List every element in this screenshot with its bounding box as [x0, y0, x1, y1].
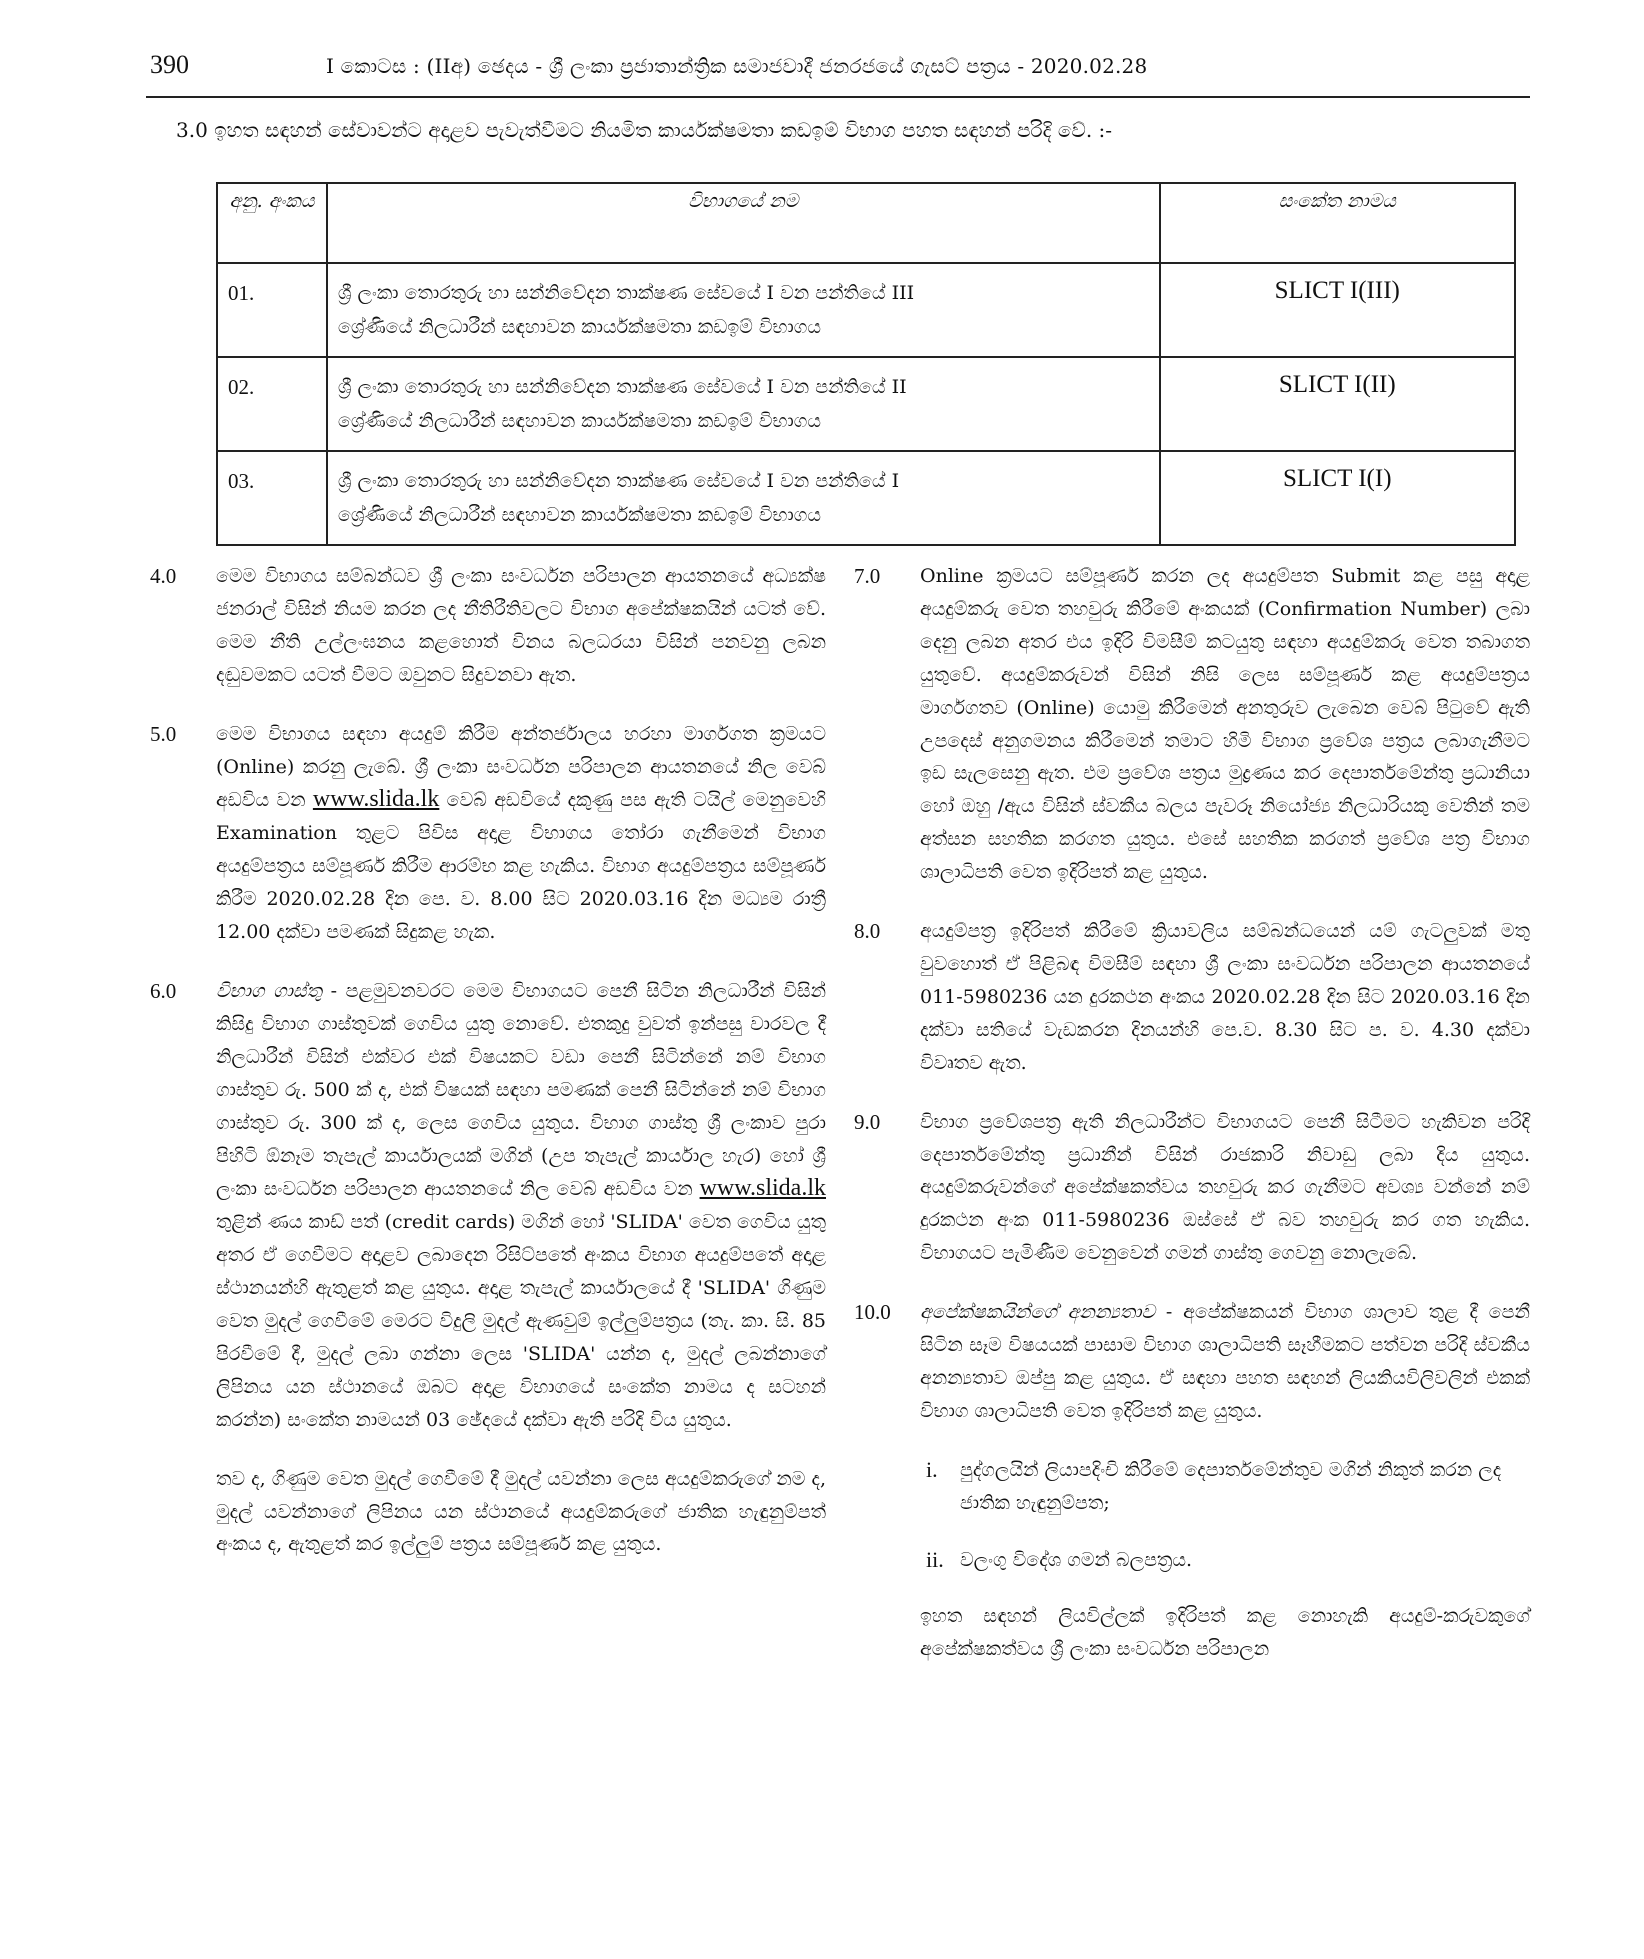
slida-website-link[interactable]: www.slida.lk: [312, 786, 440, 813]
header-exam-name: විභාගයේ නම: [327, 183, 1160, 263]
exam-name-line: ශ්‍රී ලංකා තොරතුරු හා සන්නිවේදන තාක්ෂණ සේවයේ I වන පන්තියේ I: [337, 470, 900, 492]
table-row: [217, 451, 1515, 545]
section-3-intro: 3.0 ඉහත සඳහන් සේවාවන්ට අදාළව පැවැත්වීමට නියමිත කාර්යක්ෂමතා කඩඉම් විභාග පහත සඳහන් පරිදි වේ. :-: [176, 118, 1113, 142]
section-5: [146, 718, 826, 949]
section-10-tail: ඉහත සඳහන් ලියවිල්ලක් ඉදිරිපත් කළ නොහැකි අයදුම්-කරුවකුගේ අපේක්ෂකත්වය ශ්‍රී ලංකා සංවර්ධන පරිපාලන: [920, 1605, 1530, 1661]
row-number: 02.: [217, 357, 327, 451]
section-lead: අපේක්ෂකයින්ගේ අනන්‍යතාව: [920, 1301, 1156, 1324]
section-number: 9.0: [854, 1109, 881, 1134]
row-number: 01.: [217, 263, 327, 357]
text-run: වෙබ් අඩවියේ දකුණු පස ඇති ටයිල් මෙනුවෙහි Examination තුළට පිවිස අදාළ විභාගය තෝරා ගැනීමෙන් විභාග අයදුම්පත්‍රය සම්පූර්ණ කිරීම ආරම්භ කළ හැකිය. විභාග අයදුම්පත්‍රය සම්පූර්ණ කිරීම 2020.02.28 දින පෙ. ව. 8.00 සිට 2020.03.16 දින මධ්‍යම රාත්‍රී 12.00 දක්වා පමණක් සිදුකළ හැක.: [216, 789, 826, 944]
section-7: [850, 560, 1530, 889]
list-item: [850, 1454, 1530, 1520]
section-text: Online ක්‍රමයට සම්පූර්ණ කරන ලද අයදුම්පත Submit කළ පසු අදාළ අයදුම්කරු වෙත තහවුරු කිරීමේ අංකයක් (Confirmation Number) ලබා දෙනු ලබන අතර එය ඉදිරි විමසීම් කටයුතු සඳහා අයදුම්කරු වෙත තබාගත යුතුවේ. අයදුම්කරුවන් විසින් නිසි ලෙස සම්පූර්ණ කළ අයදුම්පත්‍රය මාර්ගගතව (Online) යොමු කිරීමෙන් අනතුරුව ලැබෙන වෙබ් පිටුවේ ඇති උපදෙස් අනුගමනය කිරීමෙන් තමාට හිමි විභාග ප්‍රවේශ පත්‍රය ලබාගැනීමට ඉඩ සැලසෙනු ඇත. එම ප්‍රවේශ පත්‍රය මුද්‍රණය කර දෙපාර්තමේන්තු ප්‍රධානියා හෝ ඔහු /ඇය විසින් ස්වකීය බලය පැවරූ නියෝජ්‍ය නිලධාරියකු වෙතින් තම අත්සන සහතික කරගත යුතුය. එසේ සහතික කරගත් ප්‍රවේශ පත්‍ර විභාග ශාලාධිපති වෙත ඉදිරිපත් කළ යුතුය.: [920, 565, 1530, 884]
section-number: 5.0: [150, 721, 177, 746]
table-row: [217, 357, 1515, 451]
section-9: [850, 1106, 1530, 1271]
right-column: [850, 560, 1530, 1666]
section-lead: විභාග ගාස්තු: [216, 979, 322, 1002]
page-number: 390: [150, 50, 189, 79]
section-text: මෙම විභාගය සම්බන්ධව ශ්‍රී ලංකා සංවර්ධන පරිපාලන ආයතනයේ අධ්‍යක්ෂ ජනරාල් විසින් නියම කරන ලද නීතිරීතිවලට විභාග අපේක්ෂකයින් යටත් වේ. මෙම නීති උල්ලංඝනය කළහොත් විනය බලධරයා විසින් පනවනු ලබන දඬුවමකට යටත් වීමට ඔවුනට සිදුවනවා ඇත.: [216, 565, 826, 686]
left-column: [146, 560, 826, 1561]
table-header-row: [217, 183, 1515, 263]
text-run: තුළින් ණය කාඩ් පත් (credit cards) මගින් හෝ 'SLIDA' වෙත ගෙවිය යුතු අතර ඒ ගෙවීමට අදාළව ලබාදෙන රිසිට්පතේ අංකය විභාග අයදුම්පතේ අදාළ ස්ථානයන්හි ඇතුළත් කළ යුතුය. අදාළ තැපැල් කාර්යාලයේ දී 'SLIDA' ගිණුම වෙත මුදල් ගෙවීමේ මෙරට විදුලි මුදල් ඇණවුම් ඉල්ලුම්පත්‍රය (තැ. කා. සි. 85 පිරවීමේ දී, මුදල් ලබා ගන්නා ලෙස 'SLIDA' යන්න ද, මුදල් ලබන්නාගේ ලිපිනය යන ස්ථානයේ ඔබට අදාළ විභාගයේ සංකේත නාමය ද සටහන් කරන්න) සංකේත නාමයන් 03 ඡේදයේ දක්වා ඇති පරිදි විය යුතුය.: [216, 1211, 826, 1431]
section-number: 7.0: [854, 564, 881, 588]
section-number: 8.0: [854, 919, 881, 944]
list-text: වලංගු විදේශ ගමන් බලපත්‍රය.: [960, 1548, 1193, 1571]
row-code: SLICT I(II): [1160, 357, 1515, 451]
text-run: - පළමුවනවරට මෙම විභාගයට පෙනී සිටින නිලධාරීන් විසින් කිසිදු විභාග ගාස්තුවක් ගෙවිය යුතු නොවේ. එතකුදු වුවත් ඉන්පසු වාරවල දී නිලධාරීන් විසින් එක්වර එක් විෂයකට වඩා පෙනී සිටින්නේ නම් විභාග ගාස්තුව රු. 500 ක් ද, එක් විෂයක් සඳහා පමණක් පෙනී සිටින්නේ නම් විභාග ගාස්තුව රු. 300 ක් ද, ලෙස ගෙවිය යුතුය. විභාග ගාස්තු ශ්‍රී ලංකාව පුරා පිහිටි ඕනෑම තැපැල් කාර්යාලයක් මගින් (උප තැපැල් කාර්යාල හැර) හෝ ශ්‍රී ලංකා සංවර්ධන පරිපාලන ආයතනයේ නිල වෙබ් අඩවිය වන: [216, 979, 826, 1201]
section-number: 6.0: [150, 978, 177, 1003]
section-number: 10.0: [854, 1300, 891, 1325]
exam-name-line: ශ්‍රේණියේ නිලධාරීන් සඳහාවන කාර්යක්ෂමතා කඩඉම් විභාගය: [337, 410, 821, 432]
section-6: [146, 975, 826, 1437]
section-text: [216, 718, 826, 949]
table-row: [217, 263, 1515, 357]
exam-table: [216, 182, 1516, 546]
list-item: [850, 1544, 1530, 1577]
section-4: [146, 560, 826, 692]
section-text: [216, 975, 826, 1437]
row-number: 03.: [217, 451, 327, 545]
exam-name-line: ශ්‍රේණියේ නිලධාරීන් සඳහාවන කාර්යක්ෂමතා කඩඉම් විභාගය: [337, 504, 821, 526]
exam-name-line: ශ්‍රී ලංකා තොරතුරු හා සන්නිවේදන තාක්ෂණ සේවයේ I වන පන්තියේ III: [337, 282, 915, 304]
text-run: - අපේක්ෂකයන් විභාග ශාලාව තුළ දී පෙනී සිටින සෑම විෂයයක් පාසාම විභාග ශාලාධිපති සෑහීමකට පත්වන පරිදි ස්වකීය අනන්‍යතාව ඔප්පු කළ යුතුය. ඒ සඳහා පහත සඳහන් ලියකියවිලිවලින් එකක් විභාග ශාලාධිපති වෙත ඉදිරිපත් කළ යුතුය.: [920, 1301, 1530, 1422]
section-text: [920, 1296, 1530, 1428]
row-exam-name: [327, 357, 1160, 451]
section-text: අයදුම්පත්‍ර ඉදිරිපත් කිරීමේ ක්‍රියාවලිය සම්බන්ධයෙන් යම් ගැටලුවක් මතු වුවහොත් ඒ පිළිබඳ විමසීම් සඳහා ශ්‍රී ලංකා සංවර්ධන පරිපාලන ආයතනයේ 011-5980236 යන දුරකථන අංකය 2020.02.28 දින සිට 2020.03.16 දින දක්වා සතියේ වැඩකරන දිනයන්හි පෙ.ව. 8.30 සිට ප. ව. 4.30 දක්වා විවෘතව ඇත.: [920, 920, 1530, 1074]
section-text: විභාග ප්‍රවේශපත්‍ර ඇති නිලධාරීන්ට විභාගයට පෙනී සිටීමට හැකිවන පරිදි දෙපාර්තමේන්තු ප්‍රධානීන් විසින් රාජකාරි නිවාඩු ලබා දිය යුතුය. අයදුම්කරුවන්ගේ අපේක්ෂකත්වය තහවුරු කර ගැනීමට අවශ්‍ය වන්නේ නම් දුරකථන අංක 011-5980236 ඔස්සේ ඒ බව තහවුරු කර ගත හැකිය. විභාගයට පැමිණීම වෙනුවෙන් ගමන් ගාස්තු ගෙවනු නොලැබේ.: [920, 1110, 1530, 1265]
slida-website-link[interactable]: www.slida.lk: [699, 1175, 826, 1202]
row-exam-name: [327, 263, 1160, 357]
section-number: 4.0: [150, 564, 177, 588]
row-code: SLICT I(I): [1160, 451, 1515, 545]
header-serial-number: අනු. අංකය: [217, 183, 327, 263]
list-number: i.: [926, 1456, 938, 1482]
list-number: ii.: [926, 1546, 944, 1572]
row-exam-name: [327, 451, 1160, 545]
page-header: [146, 48, 1530, 98]
section-8: [850, 915, 1530, 1080]
row-code: SLICT I(III): [1160, 263, 1515, 357]
text-run: මෙම විභාගය සඳහා අයදුම් කිරීම අන්තර්ජාලය හරහා මාර්ගගත ක්‍රමයට (Online) කරනු ලැබේ. ශ්‍රී ලංකා සංවර්ධන පරිපාලන ආයතනයේ නිල වෙබ් අඩවිය වන: [216, 722, 826, 812]
exam-name-line: ශ්‍රේණියේ නිලධාරීන් සඳහාවන කාර්යක්ෂමතා කඩඉම් විභාගය: [337, 316, 821, 338]
exam-name-line: ශ්‍රී ලංකා තොරතුරු හා සන්නිවේදන තාක්ෂණ සේවයේ I වන පන්තියේ II: [337, 376, 907, 398]
section-6-paragraph-2: තව ද, ගිණුම වෙත මුදල් ගෙවීමේ දී මුදල් යවන්නා ලෙස අයදුම්කරුගේ නම ද, මුදල් යවන්නාගේ ලිපිනය යන ස්ථානයේ අයදුම්කරුගේ ජාතික හැඳුනුම්පත් අංකය ද, ඇතුළත් කර ඉල්ලුම් පත්‍රය සම්පූර්ණ කළ යුතුය.: [216, 1467, 826, 1556]
section-10: [850, 1296, 1530, 1428]
header-code-name: සංකේත නාමය: [1160, 183, 1515, 263]
list-text: පුද්ගලයින් ලියාපදිංචි කිරීමේ දෙපාර්තමේන්තුව මගින් නිකුත් කරන ලද ජාතික හැඳුනුම්පත;: [960, 1458, 1502, 1514]
gazette-running-title: I කොටස : (IIඅ) ඡෙදය - ශ්‍රී ලංකා ප්‍රජාතාන්ත්‍රික සමාජවාදී ජනරජයේ ගැසට් පත්‍රය - 2020.02.28: [326, 54, 1148, 78]
